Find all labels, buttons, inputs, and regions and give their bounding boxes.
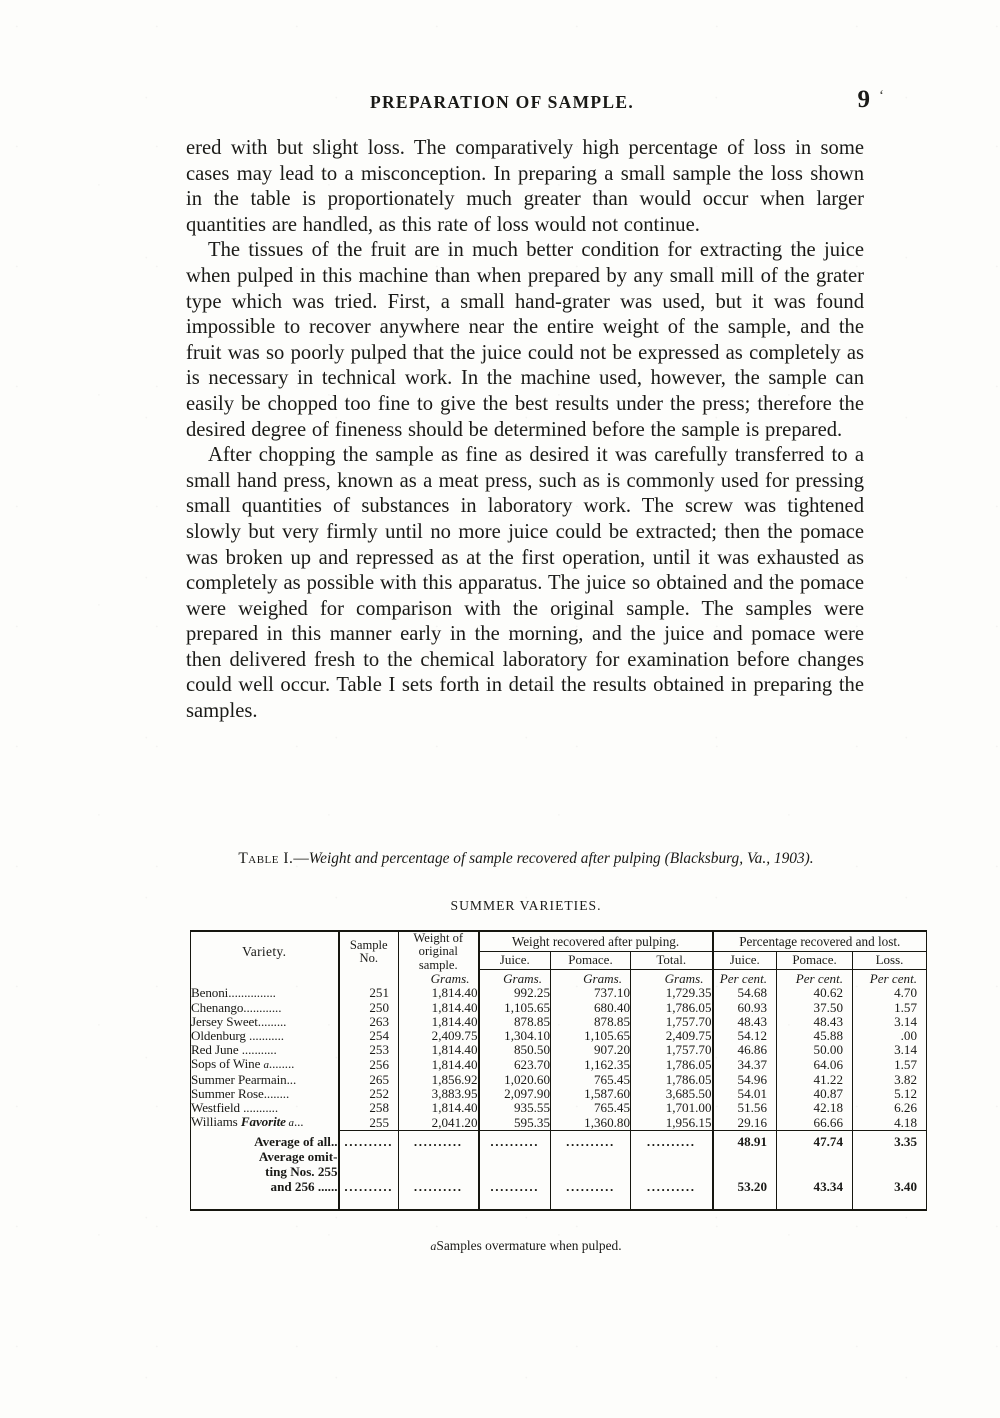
paragraph-2: The tissues of the fruit are in much better condition for extracting the juice when pulped in this machine than when prepared by any small mill of the grater type which was tried. First, a small hand-grater was used, but it was found impossible to recover anywhere near the entire weight of the sample, and the fruit was so poorly pulped that the juice could not be expressed as completely as is necessary in technical work. In the machine used, however, the sample can easily be chopped too fine to give the best results under the press; therefore the desired degree of fineness should be determined before the sample is prepared. — [186, 239, 864, 441]
spacer — [853, 1194, 927, 1210]
cell-sample-no: 253 — [339, 1043, 399, 1057]
spacer — [399, 1149, 479, 1164]
cell-weight-pomace: 1,162.35 — [551, 1057, 631, 1072]
th-weight-juice: Juice. — [479, 951, 551, 969]
table-row — [191, 1101, 927, 1115]
cell-sample-no: 254 — [339, 1029, 399, 1043]
cell-pct-juice: 34.37 — [713, 1057, 777, 1072]
avg-all-dots-juice: .......... — [479, 1134, 551, 1149]
paragraph-3: After chopping the sample as fine as desired it was carefully transferred to a small hand press, known as a meat press, such as is commonly used for pressing small quantities of substances in laboratory work. The screw was tightened slowly but very firmly until no more juice could be extracted; then the pomace was broken up and repressed as at the first operation, until it was exhausted as completely as possible with this apparatus. The juice so obtained and the pomace were weighed for comparison with the original sample. The samples were prepared in this manner early in the morning, and the juice and pomace were then delivered fresh to the chemical laboratory for examination before changes could well occur. Table I sets forth in detail the results obtained in preparing the samples. — [186, 444, 864, 723]
table-caption-dash: — — [293, 850, 309, 867]
cell-variety: Oldenburg ........... — [191, 1029, 339, 1043]
th-pct-juice: Juice. — [713, 951, 777, 969]
running-head-title: PREPARATION OF SAMPLE. — [369, 92, 635, 112]
spacer — [339, 1164, 399, 1179]
cell-weight-total: 2,409.75 — [631, 1029, 713, 1043]
cell-weight-total: 1,956.15 — [631, 1115, 713, 1130]
header-row-groups — [191, 931, 927, 951]
avg-omit-dots-sample: .......... — [339, 1179, 399, 1194]
cell-sample-no: 251 — [339, 986, 399, 1000]
table-row — [191, 1001, 927, 1015]
th-weight-total: Total. — [631, 951, 713, 969]
cell-pct-pomace: 48.43 — [777, 1015, 853, 1029]
avg-all-label: Average of all.. — [191, 1134, 339, 1149]
spacer — [713, 1164, 777, 1179]
table-body — [191, 972, 927, 1130]
unit-pct-pomace: Per cent. — [777, 972, 853, 986]
cell-variety: Sops of Wine a........ — [191, 1057, 339, 1072]
cell-weight-total: 3,685.50 — [631, 1087, 713, 1101]
cell-pct-juice: 48.43 — [713, 1015, 777, 1029]
spacer — [479, 1164, 551, 1179]
avg-omit-pct-juice: 53.20 — [713, 1179, 777, 1194]
avg-omit-dots-pomace: .......... — [551, 1179, 631, 1194]
avg-all-dots-weight: .......... — [399, 1134, 479, 1149]
avg-all-dots-total: .......... — [631, 1134, 713, 1149]
table-caption-label: Table I. — [238, 850, 294, 867]
table-subcaption: SUMMER VARIETIES. — [450, 898, 602, 913]
cell-weight-pomace: 1,360.80 — [551, 1115, 631, 1130]
unit-weight-juice: Grams. — [479, 972, 551, 986]
unit-variety-blank — [191, 972, 339, 986]
cell-weight-juice: 623.70 — [479, 1057, 551, 1072]
cell-pct-loss: 4.70 — [853, 986, 927, 1000]
table-caption — [196, 848, 856, 869]
table-row — [191, 986, 927, 1000]
table-row — [191, 1015, 927, 1029]
spacer — [479, 1194, 551, 1210]
th-pct-loss: Loss. — [853, 951, 927, 969]
unit-pct-juice: Per cent. — [713, 972, 777, 986]
avg-all-dots-pomace: .......... — [551, 1134, 631, 1149]
unit-weight-original: Grams. — [399, 972, 479, 986]
spacer — [551, 1194, 631, 1210]
th-variety: Variety. — [191, 931, 339, 972]
cell-weight-juice: 1,105.65 — [479, 1001, 551, 1015]
cell-variety: Summer Pearmain... — [191, 1073, 339, 1087]
table-footnote — [196, 1238, 856, 1254]
average-row-omitting-line1 — [191, 1149, 927, 1164]
spacer — [631, 1149, 713, 1164]
cell-pct-pomace: 50.00 — [777, 1043, 853, 1057]
variety-footnote-mark: a — [263, 1059, 269, 1072]
cell-pct-loss: 5.12 — [853, 1087, 927, 1101]
spacer — [853, 1149, 927, 1164]
th-weight-pomace: Pomace. — [551, 951, 631, 969]
average-row-omitting-line2 — [191, 1164, 927, 1179]
avg-omit-label-3: and 256 ...... — [191, 1179, 339, 1194]
variety-footnote-mark: a — [285, 1117, 294, 1130]
spacer — [339, 1194, 399, 1210]
spacer — [777, 1194, 853, 1210]
cell-pct-loss: 1.57 — [853, 1057, 927, 1072]
cell-weight-original: 1,814.40 — [399, 1043, 479, 1057]
cell-weight-total: 1,757.70 — [631, 1043, 713, 1057]
cell-sample-no: 250 — [339, 1001, 399, 1015]
cell-variety: Jersey Sweet......... — [191, 1015, 339, 1029]
average-row-all — [191, 1134, 927, 1149]
results-table — [190, 930, 927, 1211]
cell-pct-pomace: 45.88 — [777, 1029, 853, 1043]
table-caption-text: Weight and percentage of sample recovered after pulping (Blacksburg, Va., 1903). — [308, 850, 814, 867]
body-text — [186, 136, 864, 725]
spacer — [853, 1164, 927, 1179]
avg-omit-dots-weight: .......... — [399, 1179, 479, 1194]
cell-pct-pomace: 37.50 — [777, 1001, 853, 1015]
cell-variety: Williams Favorite a... — [191, 1115, 339, 1130]
cell-variety: Summer Rose........ — [191, 1087, 339, 1101]
variety-italic-part: Favorite — [240, 1115, 286, 1130]
th-weight-original: Weight of original sample. — [399, 931, 479, 972]
cell-variety: Red June ........... — [191, 1043, 339, 1057]
avg-omit-pct-loss: 3.40 — [853, 1179, 927, 1194]
cell-pct-loss: 3.14 — [853, 1043, 927, 1057]
avg-all-pct-pomace: 47.74 — [777, 1134, 853, 1149]
footnote-marker: a — [430, 1239, 437, 1253]
spacer — [399, 1194, 479, 1210]
avg-all-dots-sample: .......... — [339, 1134, 399, 1149]
cell-sample-no: 256 — [339, 1057, 399, 1072]
cell-sample-no: 258 — [339, 1101, 399, 1115]
cell-weight-original: 1,814.40 — [399, 1057, 479, 1072]
unit-weight-total: Grams. — [631, 972, 713, 986]
unit-sample-blank — [339, 972, 399, 986]
spacer — [399, 1164, 479, 1179]
paragraph-1: ered with but slight loss. The comparatively high percentage of loss in some cases may lead to a misconception. In preparing a small sample the loss shown in the table is proportionately much greater than would occur when larger quantities are handled, as this rate of loss would not continue. — [186, 137, 864, 236]
cell-pct-juice: 51.56 — [713, 1101, 777, 1115]
cell-weight-total: 1,701.00 — [631, 1101, 713, 1115]
stray-scan-mark: ‘ — [879, 88, 884, 104]
spacer — [479, 1149, 551, 1164]
cell-pct-pomace: 40.62 — [777, 986, 853, 1000]
spacer — [551, 1164, 631, 1179]
table-container — [190, 930, 918, 1211]
cell-weight-juice: 992.25 — [479, 986, 551, 1000]
cell-weight-pomace: 878.85 — [551, 1015, 631, 1029]
avg-omit-label-2: ting Nos. 255 — [191, 1164, 339, 1179]
cell-weight-juice: 850.50 — [479, 1043, 551, 1057]
avg-omit-pct-pomace: 43.34 — [777, 1179, 853, 1194]
avg-omit-dots-total: .......... — [631, 1179, 713, 1194]
cell-weight-original: 1,814.40 — [399, 1001, 479, 1015]
spacer — [777, 1164, 853, 1179]
cell-pct-juice: 46.86 — [713, 1043, 777, 1057]
table-head — [191, 931, 927, 972]
spacer — [777, 1149, 853, 1164]
spacer — [713, 1194, 777, 1210]
cell-pct-loss: 1.57 — [853, 1001, 927, 1015]
unit-weight-pomace: Grams. — [551, 972, 631, 986]
cell-weight-total: 1,757.70 — [631, 1015, 713, 1029]
cell-weight-juice: 2,097.90 — [479, 1087, 551, 1101]
cell-variety: Benoni............... — [191, 986, 339, 1000]
spacer — [339, 1149, 399, 1164]
cell-weight-original: 1,814.40 — [399, 1101, 479, 1115]
cell-variety: Westfield ........... — [191, 1101, 339, 1115]
page-number: 9 — [857, 86, 870, 113]
cell-sample-no: 263 — [339, 1015, 399, 1029]
cell-pct-juice: 54.96 — [713, 1073, 777, 1087]
spacer — [713, 1149, 777, 1164]
cell-sample-no: 265 — [339, 1073, 399, 1087]
running-head — [182, 86, 884, 118]
cell-weight-original: 1,814.40 — [399, 986, 479, 1000]
cell-sample-no: 252 — [339, 1087, 399, 1101]
cell-weight-original: 1,814.40 — [399, 1015, 479, 1029]
cell-pct-pomace: 42.18 — [777, 1101, 853, 1115]
table-row — [191, 1029, 927, 1043]
cell-weight-pomace: 907.20 — [551, 1043, 631, 1057]
spacer — [631, 1194, 713, 1210]
th-sample-no: Sample No. — [339, 931, 399, 972]
cell-weight-pomace: 765.45 — [551, 1101, 631, 1115]
th-pct-pomace: Pomace. — [777, 951, 853, 969]
th-group-percentage: Percentage recovered and lost. — [713, 931, 927, 951]
avg-omit-dots-juice: .......... — [479, 1179, 551, 1194]
th-group-weight-recovered: Weight recovered after pulping. — [479, 931, 713, 951]
cell-weight-pomace: 737.10 — [551, 986, 631, 1000]
cell-weight-total: 1,729.35 — [631, 986, 713, 1000]
spacer — [191, 1194, 339, 1210]
cell-weight-juice: 595.35 — [479, 1115, 551, 1130]
table-row — [191, 1115, 927, 1130]
cell-pct-pomace: 64.06 — [777, 1057, 853, 1072]
cell-pct-juice: 29.16 — [713, 1115, 777, 1130]
cell-weight-original: 2,041.20 — [399, 1115, 479, 1130]
cell-pct-loss: 3.82 — [853, 1073, 927, 1087]
cell-sample-no: 255 — [339, 1115, 399, 1130]
cell-pct-juice: 54.01 — [713, 1087, 777, 1101]
table-row — [191, 1057, 927, 1072]
cell-weight-total: 1,786.05 — [631, 1073, 713, 1087]
cell-pct-pomace: 41.22 — [777, 1073, 853, 1087]
cell-weight-pomace: 1,587.60 — [551, 1087, 631, 1101]
unit-pct-loss: Per cent. — [853, 972, 927, 986]
cell-variety: Chenango............ — [191, 1001, 339, 1015]
cell-pct-loss: 3.14 — [853, 1015, 927, 1029]
cell-weight-pomace: 680.40 — [551, 1001, 631, 1015]
cell-weight-juice: 878.85 — [479, 1015, 551, 1029]
cell-pct-loss: 4.18 — [853, 1115, 927, 1130]
avg-all-pct-loss: 3.35 — [853, 1134, 927, 1149]
cell-weight-original: 3,883.95 — [399, 1087, 479, 1101]
table-row — [191, 1073, 927, 1087]
table-averages — [191, 1130, 927, 1210]
cell-pct-loss: .00 — [853, 1029, 927, 1043]
cell-pct-juice: 60.93 — [713, 1001, 777, 1015]
avg-omit-label-1: Average omit- — [191, 1149, 339, 1164]
footnote-text: Samples overmature when pulped. — [436, 1238, 622, 1253]
cell-pct-juice: 54.68 — [713, 986, 777, 1000]
average-row-omitting-values — [191, 1179, 927, 1194]
spacer — [551, 1149, 631, 1164]
avg-bottom-spacer — [191, 1194, 927, 1210]
avg-all-pct-juice: 48.91 — [713, 1134, 777, 1149]
table-row — [191, 1087, 927, 1101]
cell-weight-total: 1,786.05 — [631, 1001, 713, 1015]
table-row — [191, 1043, 927, 1057]
cell-weight-original: 2,409.75 — [399, 1029, 479, 1043]
cell-weight-juice: 1,020.60 — [479, 1073, 551, 1087]
cell-pct-juice: 54.12 — [713, 1029, 777, 1043]
cell-pct-loss: 6.26 — [853, 1101, 927, 1115]
cell-pct-pomace: 66.66 — [777, 1115, 853, 1130]
cell-pct-pomace: 40.87 — [777, 1087, 853, 1101]
cell-weight-original: 1,856.92 — [399, 1073, 479, 1087]
cell-weight-pomace: 1,105.65 — [551, 1029, 631, 1043]
units-row — [191, 972, 927, 986]
cell-weight-total: 1,786.05 — [631, 1057, 713, 1072]
cell-weight-juice: 1,304.10 — [479, 1029, 551, 1043]
cell-weight-juice: 935.55 — [479, 1101, 551, 1115]
cell-weight-pomace: 765.45 — [551, 1073, 631, 1087]
spacer — [631, 1164, 713, 1179]
